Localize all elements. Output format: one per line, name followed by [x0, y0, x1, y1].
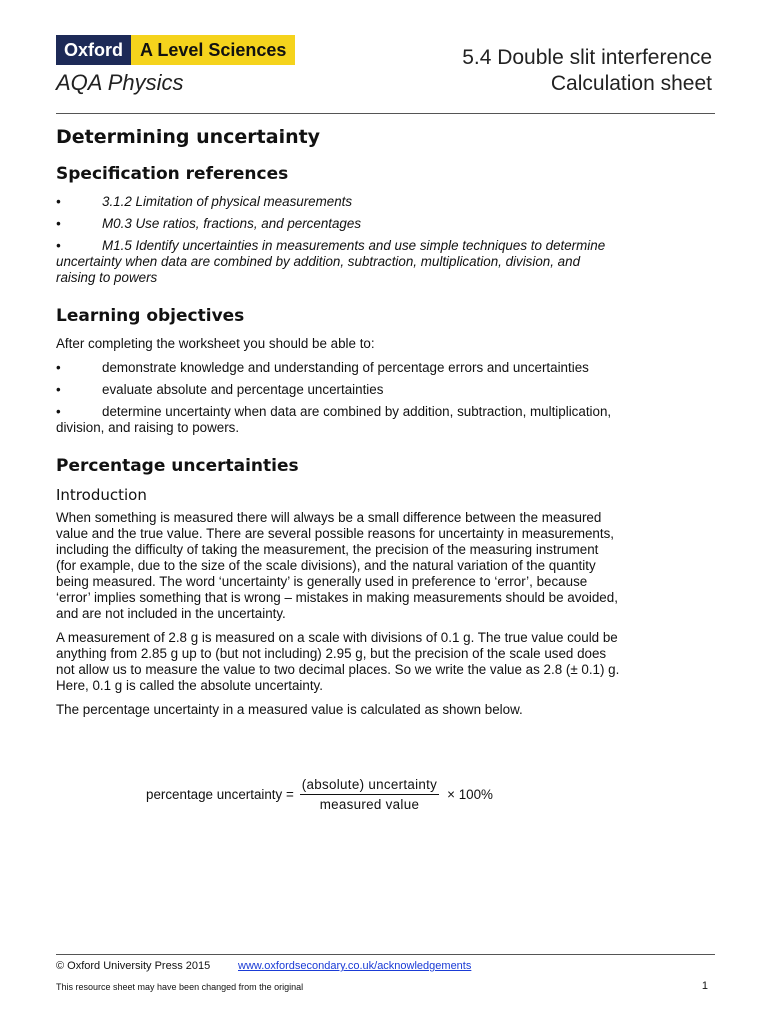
- sheet-title: [462, 45, 712, 97]
- bullet: •: [56, 238, 61, 253]
- page-number: 1: [701, 980, 708, 992]
- introduction-subheading: Introduction: [56, 486, 147, 504]
- list-item: [56, 216, 622, 232]
- oxford-brand-logo: [56, 35, 295, 65]
- bullet: •: [56, 194, 61, 209]
- objectives-list: [56, 360, 622, 436]
- brand-a-level-sciences: A Level Sciences: [131, 35, 295, 65]
- page-title: Determining uncertainty: [56, 126, 321, 148]
- sheet-title-line1: 5.4 Double slit interference: [462, 46, 712, 69]
- formula-rhs: × 100%: [447, 787, 493, 802]
- sheet-title-line2: Calculation sheet: [550, 72, 712, 95]
- header-divider: [56, 113, 715, 114]
- percentage-uncertainty-formula: [146, 777, 493, 812]
- objective-item-3: determine uncertainty when data are combined by addition, subtraction, multiplication, division, and raising to powers.: [56, 404, 612, 435]
- spec-item-2: M0.3 Use ratios, fractions, and percentages: [102, 216, 362, 231]
- main-content: [56, 126, 622, 726]
- spec-item-1: 3.1.2 Limitation of physical measurements: [102, 194, 353, 209]
- list-item: [56, 404, 622, 436]
- footer-note: This resource sheet may have been changed from the original: [56, 982, 304, 992]
- objective-item-1: demonstrate knowledge and understanding of percentage errors and uncertainties: [102, 360, 589, 375]
- spec-item-3: M1.5 Identify uncertainties in measurements and use simple techniques to determine uncertainty when data are combined by addition, subtraction, multiplication, division, and raising to powers: [56, 238, 606, 285]
- formula-lhs: percentage uncertainty =: [146, 787, 294, 802]
- acknowledgements-link[interactable]: www.oxfordsecondary.co.uk/acknowledgements: [238, 960, 472, 972]
- spec-heading: Specification references: [56, 164, 289, 184]
- bullet: •: [56, 216, 61, 231]
- footer-copyright: © Oxford University Press 2015: [56, 960, 211, 972]
- paragraph-1: When something is measured there will always be a small difference between the measured value and the true value. There are several possible reasons for uncertainty in measurements, including the difficulty of taking the measurement, the precision of the measuring instrument (for example, due to the size of the scale divisions), and the natural variation of the quantity being measured. The word ‘uncertainty’ is generally used in preference to ‘error’, because ‘error’ implies something that is wrong – mistakes in making measurements should be avoided, and are not included in the uncertainty.: [56, 510, 618, 621]
- bullet: •: [56, 404, 61, 419]
- bullet: •: [56, 360, 61, 375]
- formula-numerator: (absolute) uncertainty: [300, 777, 439, 795]
- paragraph-3: The percentage uncertainty in a measured value is calculated as shown below.: [56, 702, 523, 717]
- formula-denominator: measured value: [319, 797, 420, 812]
- objectives-intro: After completing the worksheet you should be able to:: [56, 336, 375, 351]
- spec-list: [56, 194, 622, 286]
- list-item: [56, 382, 622, 398]
- bullet: •: [56, 382, 61, 397]
- objective-item-2: evaluate absolute and percentage uncertainties: [102, 382, 384, 397]
- objectives-heading: Learning objectives: [56, 306, 245, 326]
- list-item: [56, 360, 622, 376]
- formula-fraction: [300, 777, 439, 812]
- subject-title: AQA Physics: [56, 70, 184, 95]
- paragraph-2: A measurement of 2.8 g is measured on a scale with divisions of 0.1 g. The true value could be anything from 2.85 g up to (but not including) 2.95 g, but the precision of the scale used does not allow us to measure the value to two decimal places. So we write the value as 2.8 (± 0.1) g. Here, 0.1 g is called the absolute uncertainty.: [56, 630, 620, 693]
- list-item: [56, 238, 622, 286]
- list-item: [56, 194, 622, 210]
- brand-oxford: Oxford: [56, 35, 131, 65]
- percentage-heading: Percentage uncertainties: [56, 456, 299, 476]
- footer-divider: [56, 954, 715, 955]
